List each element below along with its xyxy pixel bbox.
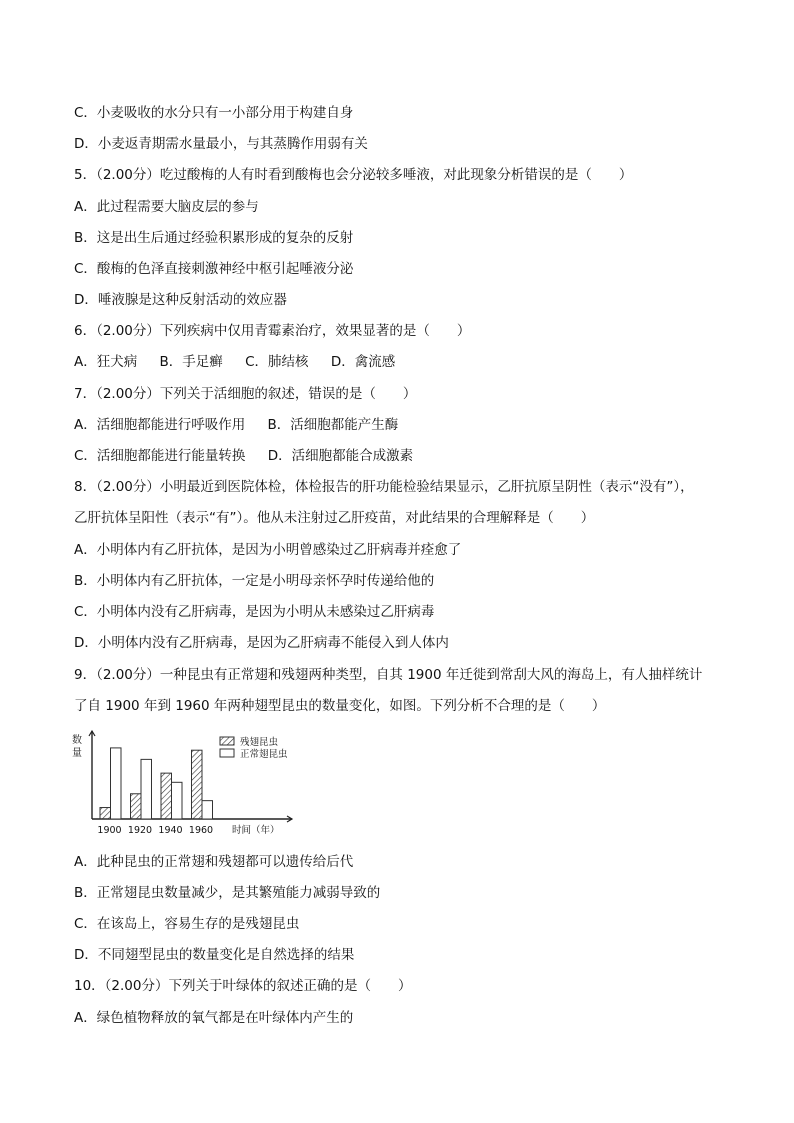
bar-vestigial-1920 xyxy=(131,794,142,819)
bar-normal-1960 xyxy=(202,801,213,819)
q9-stem-line1: 9．（2.00分）一种昆虫有正常翅和残翅两种类型，自其 1900 年迁徙到常刮大风的海岛上，有人抽样统计 xyxy=(74,667,703,683)
q7-option-b: B．活细胞都能产生酶 xyxy=(267,417,399,433)
line-b5: B．这是出生后通过经验积累形成的复杂的反射 xyxy=(74,230,354,246)
bar-vestigial-1960 xyxy=(192,750,203,819)
x-axis-label: 时间（年） xyxy=(232,825,280,836)
q9-option-d: D．不同翅型昆虫的数量变化是自然选择的结果 xyxy=(74,947,355,963)
q9-stem-line2: 了自 1900 年到 1960 年两种翅型昆虫的数量变化，如图。下列分析不合理的是（ ） xyxy=(74,698,606,714)
q9-option-a: A．此种昆虫的正常翅和残翅都可以遗传给后代 xyxy=(74,854,354,870)
q9-option-c: C．在该岛上，容易生存的是残翅昆虫 xyxy=(74,916,300,932)
line-c4: C．小麦吸收的水分只有一小部分用于构建自身 xyxy=(74,105,354,121)
q8-option-b: B．小明体内有乙肝抗体，一定是小明母亲怀孕时传递给他的 xyxy=(74,573,435,589)
q9-option-b: B．正常翅昆虫数量减少，是其繁殖能力减弱导致的 xyxy=(74,885,381,901)
legend-label-1: 正常翅昆虫 xyxy=(240,749,288,760)
q7-stem: 7．（2.00分）下列关于活细胞的叙述，错误的是（ ） xyxy=(74,386,417,402)
bar-vestigial-1900 xyxy=(100,808,111,819)
q10-option-a: A．绿色植物释放的氧气都是在叶绿体内产生的 xyxy=(74,1010,354,1026)
x-tick-label-1960: 1960 xyxy=(188,825,214,836)
q10-stem: 10．（2.00分）下列关于叶绿体的叙述正确的是（ ） xyxy=(74,978,412,994)
x-tick-label-1940: 1940 xyxy=(158,825,183,836)
line-q5: 5．（2.00分）吃过酸梅的人有时看到酸梅也会分泌较多唾液，对此现象分析错误的是（ ） xyxy=(74,167,633,183)
bar-normal-1900 xyxy=(111,748,122,819)
q7-options-row2 xyxy=(74,446,413,466)
bar-normal-1920 xyxy=(141,759,152,819)
y-axis-label: 数 xyxy=(72,735,82,746)
q8-stem-line1: 8．（2.00分）小明最近到医院体检，体检报告的肝功能检验结果显示，乙肝抗原呈阴性（表示“没有”）， xyxy=(74,479,694,495)
wing-type-bar-chart xyxy=(60,725,330,850)
q6-options xyxy=(74,352,395,372)
legend-swatch-0 xyxy=(220,737,234,745)
x-tick-label-1900: 1900 xyxy=(97,825,122,836)
q7-option-a: A．活细胞都能进行呼吸作用 xyxy=(74,417,246,433)
line-q6: 6．（2.00分）下列疾病中仅用青霉素治疗，效果显著的是（ ） xyxy=(74,323,471,339)
q7-options-row1 xyxy=(74,415,398,435)
q8-option-d: D．小明体内没有乙肝病毒，是因为乙肝病毒不能侵入到人体内 xyxy=(74,635,449,651)
line-a5: A．此过程需要大脑皮层的参与 xyxy=(74,199,259,215)
y-axis-label-2: 量 xyxy=(72,748,82,759)
x-tick-label-1920: 1920 xyxy=(127,825,153,836)
q7-option-c: C．活细胞都能进行能量转换 xyxy=(74,448,246,464)
legend-swatch-1 xyxy=(220,749,234,757)
bar-normal-1940 xyxy=(172,782,183,819)
q6-option-b: B．手足癣 xyxy=(159,354,223,370)
chart-legend xyxy=(220,736,288,760)
q8-option-c: C．小明体内没有乙肝病毒，是因为小明从未感染过乙肝病毒 xyxy=(74,604,435,620)
q6-option-c: C．肺结核 xyxy=(245,354,309,370)
q6-option-a: A．狂犬病 xyxy=(74,354,138,370)
legend-label-0: 残翅昆虫 xyxy=(240,737,279,748)
line-c5: C．酸梅的色泽直接刺激神经中枢引起唾液分泌 xyxy=(74,261,354,277)
q8-stem-line2: 乙肝抗体呈阳性（表示“有”）。他从未注射过乙肝疫苗，对此结果的合理解释是（ ） xyxy=(74,510,595,526)
q6-option-d: D．禽流感 xyxy=(330,354,396,370)
chart-bars xyxy=(100,748,213,819)
q8-option-a: A．小明体内有乙肝抗体，是因为小明曾感染过乙肝病毒并痊愈了 xyxy=(74,542,462,558)
line-d4: D．小麦返青期需水量最小，与其蒸腾作用弱有关 xyxy=(74,136,368,152)
bar-vestigial-1940 xyxy=(161,773,172,819)
line-d5: D．唾液腺是这种反射活动的效应器 xyxy=(74,292,287,308)
q7-option-d: D．活细胞都能合成激素 xyxy=(267,448,414,464)
